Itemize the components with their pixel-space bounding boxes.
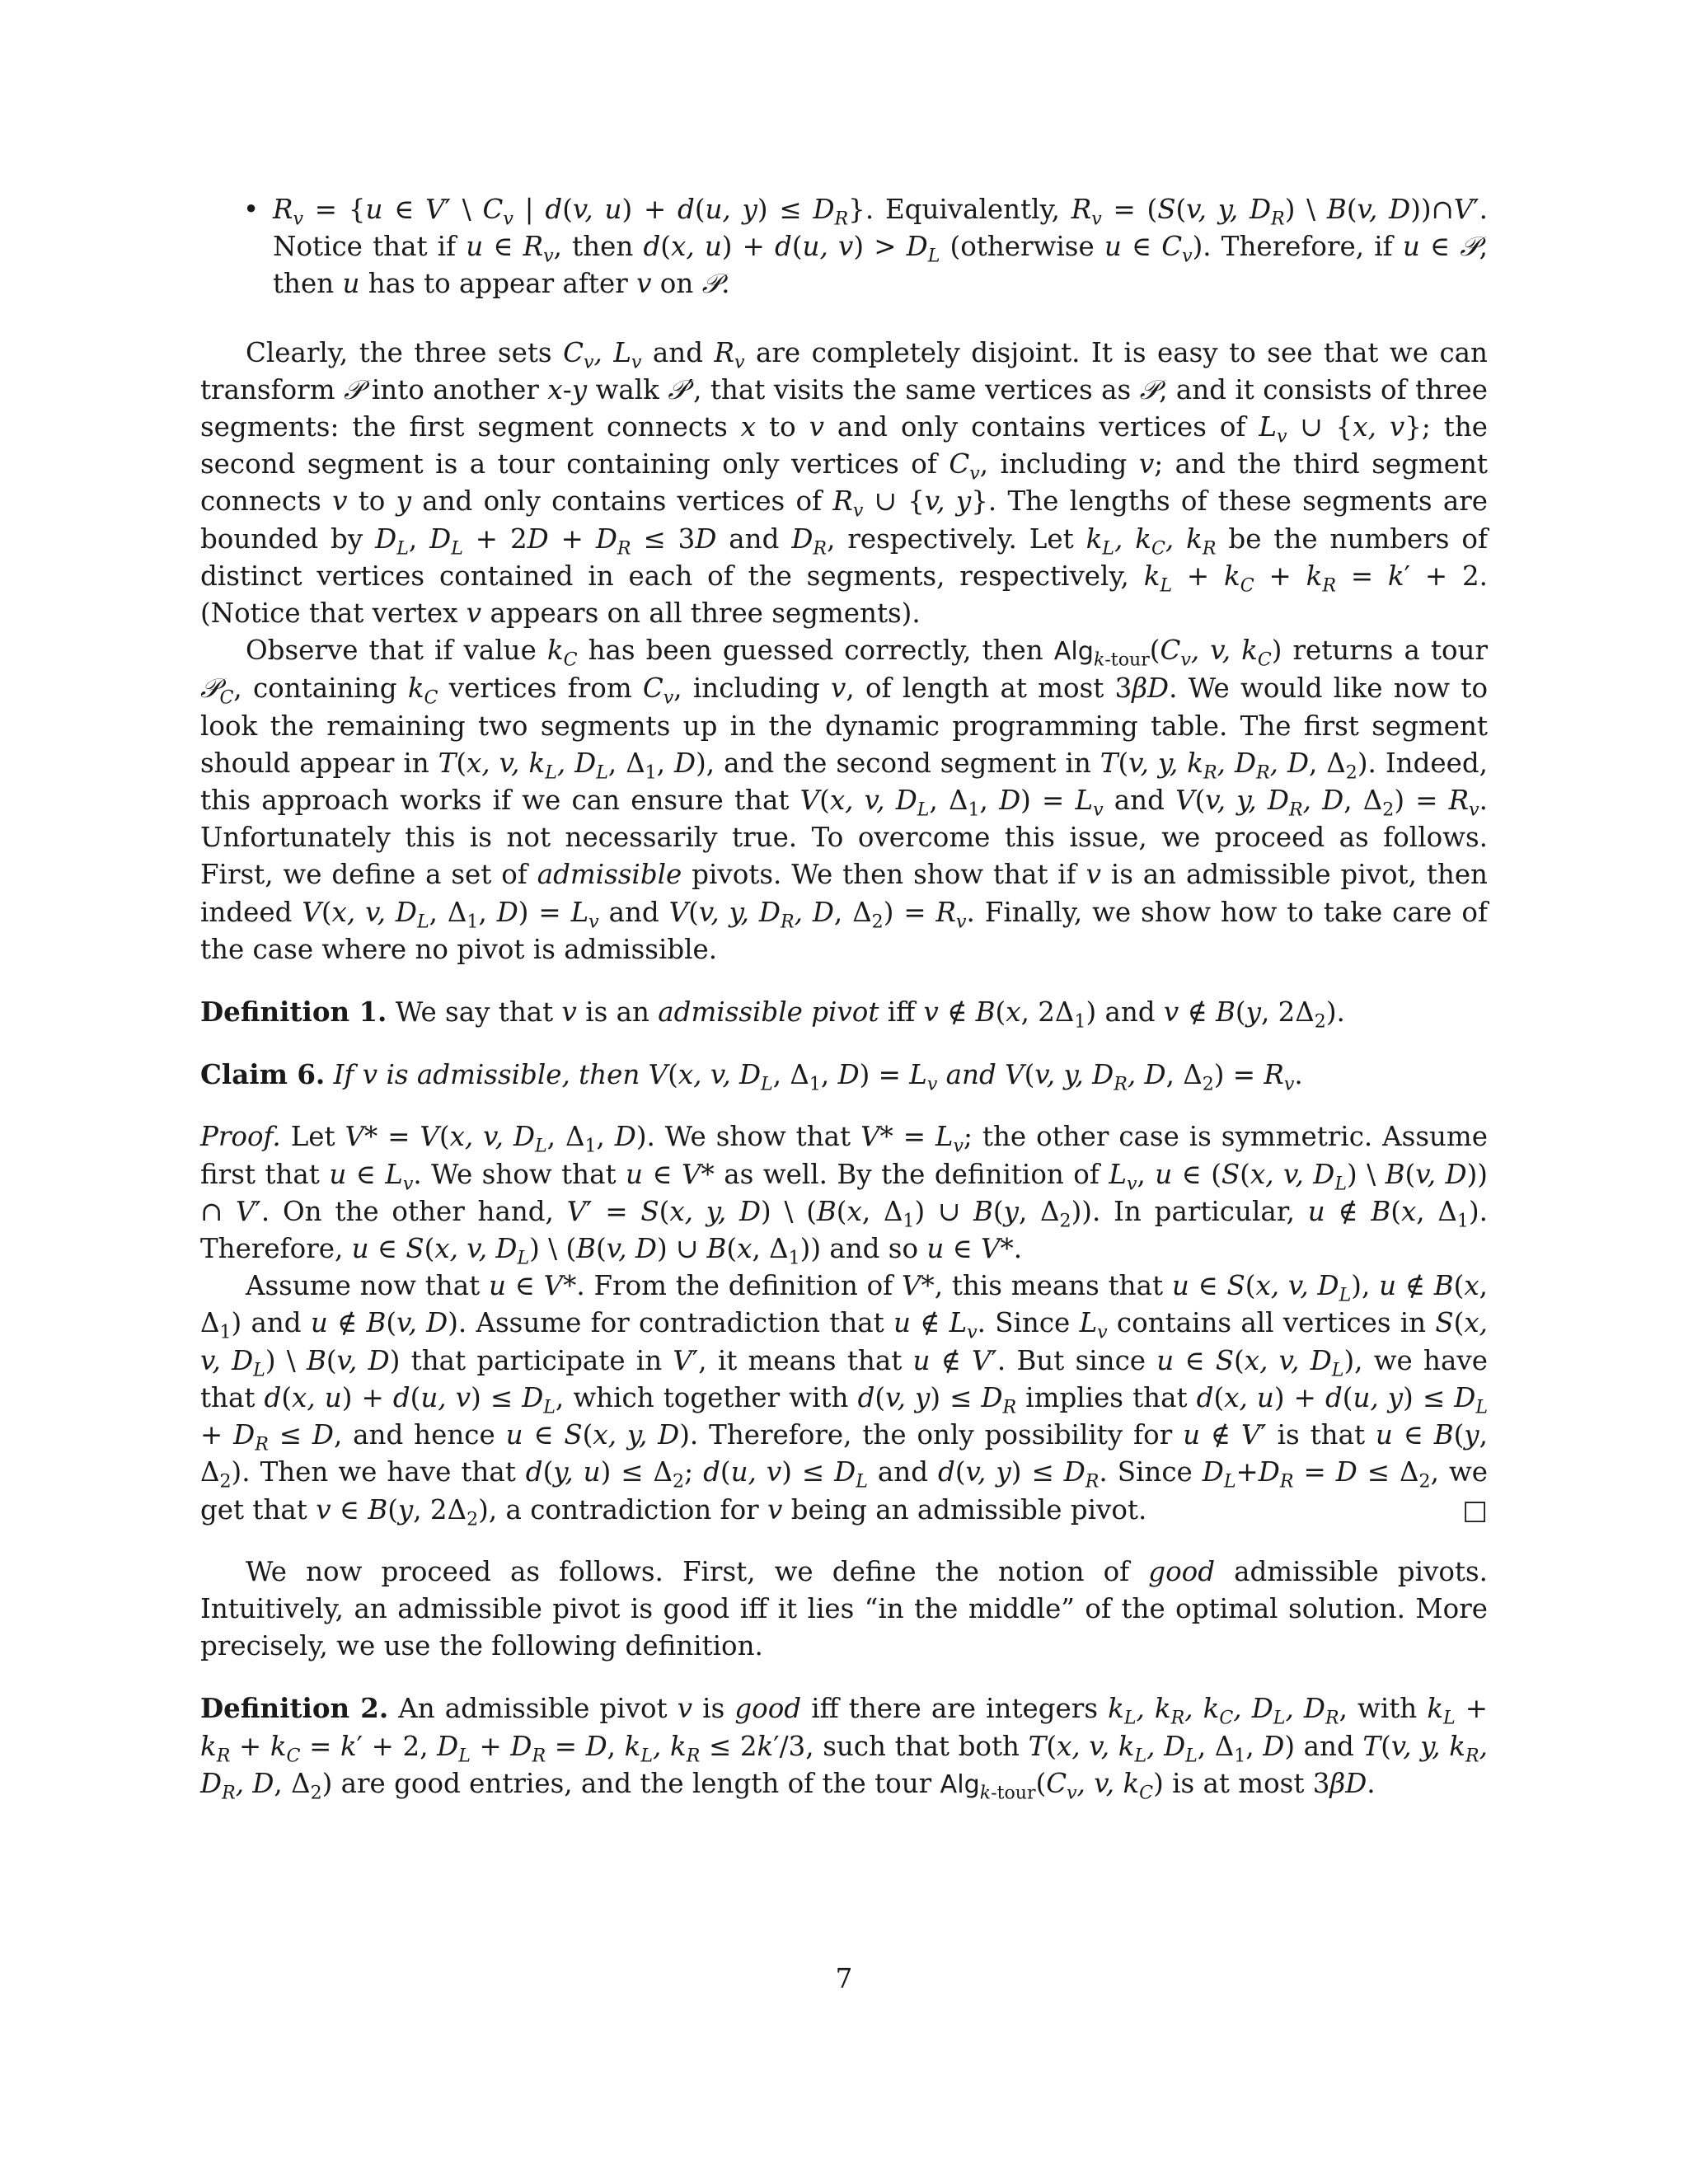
bullet-text xyxy=(273,191,1488,303)
paragraph-good-pivots: We now proceed as follows. First, we define the notion of good admissible pivots. Intuitively, an admissible pivot is good iff it lies “in the middle” of the optimal solution. More precisely, we use the following definition. xyxy=(200,1555,1488,1662)
paper-body xyxy=(200,191,1488,1803)
claim-6-label: Claim 6. xyxy=(200,1058,326,1091)
proof-paragraph-1: Proof. Let V* = V(x, v, $D_L$, $\Delta_1$, D). We show that $V* = L_v$; the other case is symmetric. Assume first that u ∈ $L_v$. We show that u ∈ V* as well. By the definition of $L_v$, u ∈ (S(x, v, $D_L$) \ B(v, D)) ∩ V′. On the other hand, V′ = S(x, y, D) \ (B(x, $\Delta_1$) ∪ B(y, $\Delta_2$)). In particular, u ∉ B(x, $\Delta_1$). Therefore, u ∈ S(x, v, $D_L$) \ (B(v, D) ∪ B(x, $\Delta_1$)) and so u ∈ V*. xyxy=(200,1121,1488,1269)
paragraph-disjoint-sets: Clearly, the three sets $C_v$, $L_v$ and $R_v$ are completely disjoint. It is easy to see that we can transform 𝒫 into another x-y walk 𝒫′, that visits the same vertices as 𝒫, and it consists of three segments: the first segment connects x to v and only contains vertices of $L_v$ ∪ {x, v}; the second segment is a tour containing only vertices of $C_v$, including v; and the third segment connects v to y and only contains vertices of $R_v$ ∪ {v, y}. The lengths of these segments are bounded by $D_L$, $D_L + 2D + D_R \le 3D$ and $D_R$, respectively. Let $k_L$, $k_C$, $k_R$ be the numbers of distinct vertices contained in each of the segments, respectively, $k_L + k_C + k_R = k' + 2$. (Notice that vertex v appears on all three segments). xyxy=(200,336,1489,630)
qed-symbol: □ xyxy=(1462,1493,1488,1526)
page-number: 7 xyxy=(835,1963,853,1994)
definition-1-label: Definition 1. xyxy=(200,996,387,1029)
bullet-line-2: Notice that if u ∈ $R_v$, then d(x, u) + d(u, $v) > D_L$ (otherwise u ∈ $C_v$). Therefore, if u ∈ 𝒫, xyxy=(273,231,1489,267)
bullet-line-3: then u has to appear after v on 𝒫. xyxy=(273,268,730,300)
proof-paragraph-2: Assume now that u ∈ V*. From the definition of V*, this means that u ∈ S(x, v, $D_L$), u ∉ B(x, $\Delta_1$) and u ∉ B(v, D). Assume for contradiction that u ∉ $L_v$. Since $L_v$ contains all vertices in S(x, v, $D_L$) \ B(v, D) that participate in V′, it means that u ∉ V′. But since u ∈ S(x, v, $D_L$), we have that d(x, u) + d(u, $v) \le D_L$, which together with d(v, $y) \le D_R$ implies that d(x, u) + d(u, $y) \le D_L + D_R \le D$, and hence u ∈ S(x, y, D). Therefore, the only possibility for u ∉ V′ is that u ∈ B(y, $\Delta_2$). Then we have that d(y, $u) \le \Delta_2$; d(u, $v) \le D_L$ and d(v, $y) \le D_R$. Since $D_L+D_R = D \le \Delta_2$, we get that v ∈ B(y, $2\Delta_2$), a contradiction for v being an admissible pivot. □ xyxy=(200,1270,1489,1530)
bullet-marker: • xyxy=(243,194,260,225)
paragraph-observe: Observe that if value $k_C$ has been guessed correctly, then $Alg_{k-tour}(C_v$, v, $k_C$) returns a tour 𝒫$_C$, containing $k_C$ vertices from $C_v$, including v, of length at most 3βD. We would like now to look the remaining two segments up in the dynamic programming table. The first segment should appear in T(x, v, $k_L$, $D_L$, $\Delta_1$, D), and the second segment in T(v, y, $k_R$, $D_R$, D, $\Delta_2$). Indeed, this approach works if we can ensure that V(x, v, $D_L$, $\Delta_1$, $D) = L_v$ and V(v, y, $D_R$, D, $\Delta_2) = R_v$. Unfortunately this is not necessarily true. To overcome this issue, we proceed as follows. First, we define a set of admissible pivots. We then show that if v is an admissible pivot, then indeed V(x, v, $D_L$, $\Delta_1$, $D) = L_v$ and V(v, y, $D_R$, D, $\Delta_2) = R_v$. Finally, we show how to take care of the case where no pivot is admissible. xyxy=(200,635,1489,965)
definition-2-label: Definition 2. xyxy=(200,1692,389,1725)
bullet-line-1: $R_v = \{u$ ∈ V′ \ $C_v$ | d(v, u) + d(u, $y) \le D_R$}. Equivalently, $R_v = (S(v$, y, $D_R$) \ B(v, D))∩V′. xyxy=(273,194,1488,230)
definition-1: Definition 1. We say that v is an admissible pivot iff v ∉ B(x, $2\Delta_1$) and v ∉ B(y, $2\Delta_2$). xyxy=(200,996,1345,1033)
definition-2: Definition 2. An admissible pivot v is good iff there are integers $k_L$, $k_R$, $k_C$, $D_L$, $D_R$, with $k_L + k_R + k_C = k' + 2$, $D_L + D_R = D$, $k_L$, $k_R \le 2k'/3$, such that both T(x, v, $k_L$, $D_L$, $\Delta_1$, D) and T(v, y, $k_R$, $D_R$, D, $\Delta_2$) are good entries, and the length of the tour $Alg_{k-tour}(C_v$, v, $k_C$) is at most 3βD. xyxy=(200,1692,1489,1804)
bullet-item-rv xyxy=(200,191,1488,303)
proof-label: Proof. xyxy=(200,1121,281,1153)
claim-6: Claim 6. If v is admissible, then V(x, v, $D_L$, $\Delta_1$, $D) = L_v$ and V(v, y, $D_R$, D, $\Delta_2) = R_v$. xyxy=(200,1058,1303,1095)
